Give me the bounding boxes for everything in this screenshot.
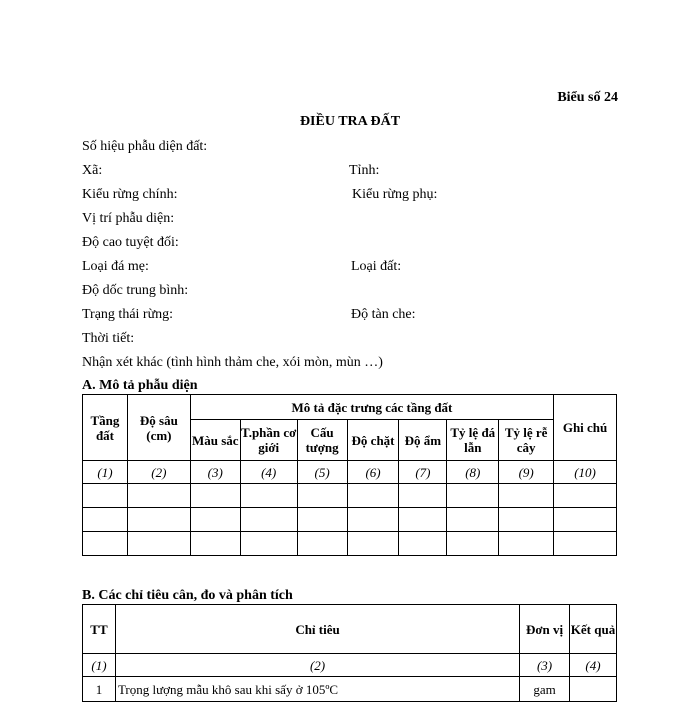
col-number: (3) (520, 654, 570, 677)
col-ket-qua: Kết quả (570, 605, 617, 654)
soil-profile-table (82, 394, 617, 556)
col-number: (10) (554, 461, 617, 484)
col-number: (7) (399, 461, 447, 484)
empty-cell[interactable] (190, 484, 240, 508)
empty-cell[interactable] (127, 508, 190, 532)
empty-cell[interactable] (240, 484, 297, 508)
col-number: (4) (570, 654, 617, 677)
field-thoi-tiet: Thời tiết: (82, 331, 135, 346)
col-do-chat: Độ chặt (347, 420, 399, 461)
column-number-row (83, 654, 617, 677)
section-b-title: B. Các chỉ tiêu cân, đo và phân tích (82, 588, 293, 603)
page-title: ĐIỀU TRA ĐẤT (299, 114, 401, 129)
row-chi-tieu: Trọng lượng mẫu khô sau khi sấy ở 105ºC (115, 677, 519, 702)
empty-cell[interactable] (240, 508, 297, 532)
col-number: (6) (347, 461, 399, 484)
col-do-am: Độ ẩm (399, 420, 447, 461)
table-row (83, 508, 617, 532)
field-so-hieu: Số hiệu phẫu diện đất: (82, 139, 208, 154)
col-number: (8) (447, 461, 499, 484)
field-nhan-xet: Nhận xét khác (tình hình thảm che, xói mòn, mùn …) (82, 355, 383, 370)
col-tang-dat: Tầng đất (83, 395, 128, 461)
empty-cell[interactable] (297, 532, 347, 556)
empty-cell[interactable] (554, 508, 617, 532)
col-number: (1) (83, 654, 116, 677)
col-tphan: T.phần cơ giới (240, 420, 297, 461)
field-kieu-rung-chinh: Kiểu rừng chính: (82, 187, 178, 202)
empty-cell[interactable] (83, 508, 128, 532)
empty-cell[interactable] (447, 484, 499, 508)
table-row (83, 532, 617, 556)
empty-cell[interactable] (190, 508, 240, 532)
row-ket-qua[interactable] (570, 677, 617, 702)
field-loai-da-me: Loại đá mẹ: (82, 259, 149, 274)
empty-cell[interactable] (347, 532, 399, 556)
col-ghi-chu: Ghi chú (554, 395, 617, 461)
empty-cell[interactable] (127, 484, 190, 508)
col-chi-tieu: Chỉ tiêu (115, 605, 519, 654)
col-group-header: Mô tả đặc trưng các tầng đất (190, 395, 553, 420)
empty-cell[interactable] (347, 508, 399, 532)
empty-cell[interactable] (499, 484, 554, 508)
col-number: (1) (83, 461, 128, 484)
empty-cell[interactable] (190, 532, 240, 556)
empty-cell[interactable] (447, 532, 499, 556)
empty-cell[interactable] (297, 508, 347, 532)
empty-cell[interactable] (297, 484, 347, 508)
col-number: (3) (190, 461, 240, 484)
empty-cell[interactable] (554, 484, 617, 508)
measurement-table (82, 604, 617, 702)
empty-cell[interactable] (499, 508, 554, 532)
col-do-sau: Độ sâu (cm) (127, 395, 190, 461)
col-number: (2) (115, 654, 519, 677)
field-xa: Xã: (82, 163, 103, 178)
empty-cell[interactable] (83, 532, 128, 556)
row-tt: 1 (83, 677, 116, 702)
field-vi-tri: Vị trí phẫu diện: (82, 211, 175, 226)
col-don-vi: Đơn vị (520, 605, 570, 654)
empty-cell[interactable] (499, 532, 554, 556)
field-do-doc: Độ dốc trung bình: (82, 283, 189, 298)
col-number: (5) (297, 461, 347, 484)
empty-cell[interactable] (399, 532, 447, 556)
empty-cell[interactable] (447, 508, 499, 532)
row-don-vi: gam (520, 677, 570, 702)
empty-cell[interactable] (554, 532, 617, 556)
col-number: (2) (127, 461, 190, 484)
table-row (83, 484, 617, 508)
empty-cell[interactable] (399, 508, 447, 532)
col-number: (4) (240, 461, 297, 484)
field-tinh: Tỉnh: (349, 163, 380, 178)
empty-cell[interactable] (240, 532, 297, 556)
empty-cell[interactable] (399, 484, 447, 508)
field-loai-dat: Loại đất: (351, 259, 402, 274)
empty-cell[interactable] (83, 484, 128, 508)
empty-cell[interactable] (347, 484, 399, 508)
col-number: (9) (499, 461, 554, 484)
section-a-title: A. Mô tả phẫu diện (82, 378, 198, 393)
col-tt: TT (83, 605, 116, 654)
field-kieu-rung-phu: Kiểu rừng phụ: (352, 187, 438, 202)
col-da-lan: Tỷ lệ đá lẫn (447, 420, 499, 461)
col-mau-sac: Màu sắc (190, 420, 240, 461)
col-re-cay: Tỷ lệ rễ cây (499, 420, 554, 461)
table-row (83, 677, 617, 702)
field-do-tan-che: Độ tàn che: (351, 307, 416, 322)
empty-cell[interactable] (127, 532, 190, 556)
field-do-cao: Độ cao tuyệt đối: (82, 235, 179, 250)
field-trang-thai: Trạng thái rừng: (82, 307, 174, 322)
col-cau-tuong: Cấu tượng (297, 420, 347, 461)
form-number: Biểu số 24 (557, 90, 618, 105)
column-number-row (83, 461, 617, 484)
